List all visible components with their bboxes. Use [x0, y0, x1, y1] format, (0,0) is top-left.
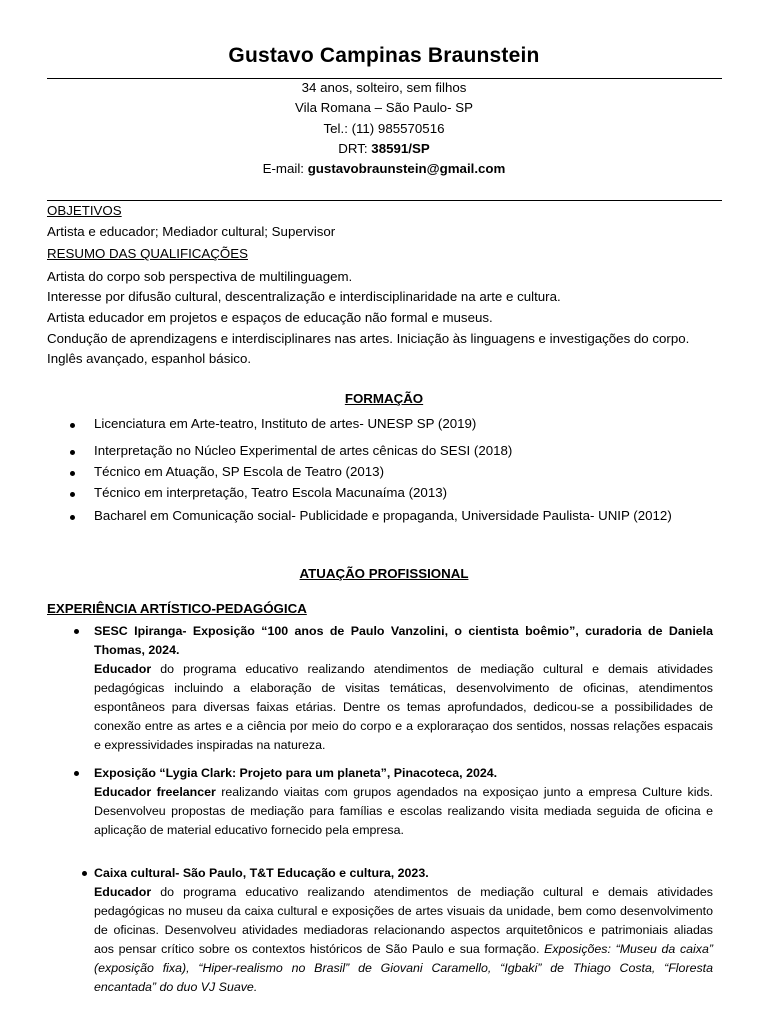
summary-line: Inglês avançado, espanhol básico.	[47, 351, 252, 367]
experience-description	[94, 783, 713, 840]
bullet-icon	[74, 771, 79, 776]
education-item-text: Técnico em interpretação, Teatro Escola Macunaíma (2013)	[94, 485, 448, 500]
bullet-icon	[70, 471, 75, 476]
career-heading: ATUAÇÃO PROFISSIONAL	[299, 566, 469, 581]
experience-entry	[94, 764, 713, 840]
drt-label: DRT:	[338, 140, 372, 156]
education-item-text: Técnico em Atuação, SP Escola de Teatro (2013)	[94, 464, 384, 479]
experience-role: Educador	[94, 885, 152, 899]
email-label: E-mail:	[262, 161, 308, 177]
experience-text: realizando viaitas com grupos agendados na exposiçao junto a empresa Culture kids. Desenvolveu propostas de mediação para famílias e escolas realizando visita mediada seguida de oficina e aplicação de material educativo fornecido pela empresa.	[94, 785, 713, 837]
experience-subheading: EXPERIÊNCIA ARTÍSTICO-PEDAGÓGICA	[47, 601, 307, 616]
contact-block	[0, 78, 768, 179]
summary-lines	[47, 267, 727, 370]
candidate-name: Gustavo Campinas Braunstein	[228, 44, 540, 67]
experience-title: SESC Ipiranga- Exposição “100 anos de Paulo Vanzolini, o cientista boêmio”, curadoria de Daniela Thomas, 2024.	[94, 624, 713, 657]
bullet-icon	[70, 423, 75, 428]
summary-line: Artista educador em projetos e espaços de educação não formal e museus.	[47, 309, 493, 325]
bullet-icon	[74, 629, 79, 634]
experience-entry	[94, 864, 713, 997]
experience-role: Educador	[94, 662, 152, 676]
experience-text: do programa educativo realizando atendimentos de mediação cultural e demais atividades pedagógicas incluindo a elaboração de visitas temáticas, desenvolvimento de oficinas, atendimentos espontâneos para diversas faixas etárias. Dentre os temas aprofundados, dedicou-se a possibilidades de conexão entre as artes e a ciência por meio do corpo e a exploraraçao dos sentidos, nossas relações espacais e expressividades inspiradas na natureza.	[94, 662, 713, 752]
email-address[interactable]: gustavobraunstein@gmail.com	[307, 161, 506, 177]
objectives-section	[47, 201, 727, 370]
experience-title: Exposição “Lygia Clark: Projeto para um planeta”, Pinacoteca, 2024.	[94, 766, 498, 780]
summary-line: Condução de aprendizagens e interdisciplinares nas artes. Iniciação às linguagens e investigações do corpo.	[47, 330, 690, 346]
summary-heading: RESUMO DAS QUALIFICAÇÕES	[47, 246, 248, 262]
bullet-icon	[70, 515, 75, 520]
personal-info: 34 anos, solteiro, sem filhos	[301, 80, 467, 95]
email-line	[0, 159, 768, 179]
experience-description	[94, 883, 713, 997]
phone: Tel.: (11) 985570516	[323, 120, 445, 136]
experience-text: do programa educativo realizando atendimentos de mediação cultural e demais atividades pedagógicas no museu da caixa cultural e exposições de artes visuais da unidade, bem como desenvolvimento de oficinas. Desenvolveu atividades mediadoras relacionando aspectos arquitetônicos e patrimoniais aliadas aos pensar crítico sobre os contextos históricos de São Paulo e sua formação.	[94, 885, 713, 956]
experience-title: Caixa cultural- São Paulo, T&T Educação e cultura, 2023.	[94, 866, 429, 880]
education-item-text: Bacharel em Comunicação social- Publicidade e propaganda, Universidade Paulista- UNIP (2012)	[94, 508, 672, 523]
bullet-icon	[70, 450, 75, 455]
drt-line	[0, 139, 768, 159]
objectives-heading: OBJETIVOS	[47, 203, 122, 218]
education-heading: FORMAÇÃO	[344, 391, 424, 406]
location: Vila Romana – São Paulo- SP	[295, 100, 473, 116]
experience-entry	[94, 622, 713, 755]
bullet-icon	[82, 871, 87, 876]
objectives-text: Artista e educador; Mediador cultural; Supervisor	[47, 223, 336, 239]
education-item-text: Interpretação no Núcleo Experimental de artes cênicas do SESI (2018)	[94, 443, 513, 458]
exhibitions-list: Exposições: “Museu da caixa” (exposição fixa), “Hiper-realismo no Brasil” de Giovani Caramello, “Igbaki” de Thiago Costa, “Floresta encantada” do duo VJ Suave.	[94, 942, 713, 994]
summary-line: Interesse por difusão cultural, descentralização e interdisciplinaridade na arte e cultura.	[47, 289, 561, 305]
experience-role: Educador freelancer	[94, 785, 216, 799]
summary-line: Artista do corpo sob perspectiva de multilinguagem.	[47, 268, 353, 284]
education-item-text: Licenciatura em Arte-teatro, Instituto de artes- UNESP SP (2019)	[94, 416, 477, 431]
experience-description	[94, 660, 713, 755]
drt-number: 38591/SP	[371, 140, 430, 156]
bullet-icon	[70, 492, 75, 497]
